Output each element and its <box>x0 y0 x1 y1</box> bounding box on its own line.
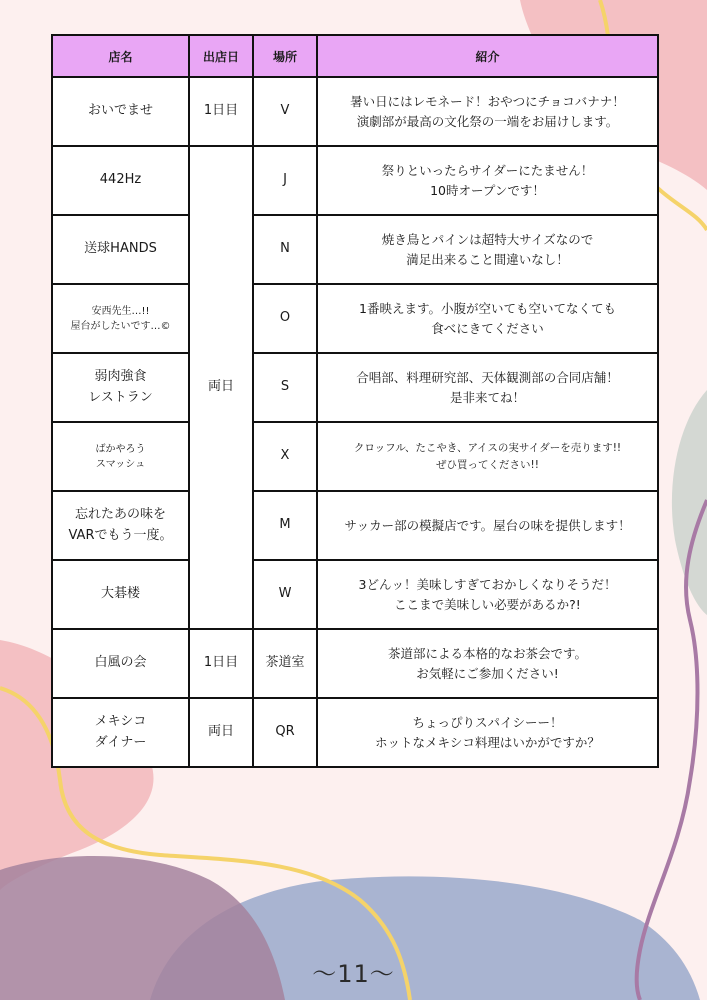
table-row <box>52 629 658 698</box>
table-row <box>52 77 658 146</box>
table-row <box>52 215 658 284</box>
shop-intro: 3どんッ！美味しすぎておかしくなりそうだ！ ここまで美味しい必要があるか?! <box>317 560 658 629</box>
shop-name: 442Hz <box>52 146 189 215</box>
shop-intro: 茶道部による本格的なお茶会です。 お気軽にご参加ください! <box>317 629 658 698</box>
shop-intro: 祭りといったらサイダーにたません！ 10時オープンです！ <box>317 146 658 215</box>
shop-name: おいでませ <box>52 77 189 146</box>
shop-name: 大碁楼 <box>52 560 189 629</box>
header-intro: 紹介 <box>317 35 658 77</box>
shop-intro: サッカー部の模擬店です。屋台の味を提供します！ <box>317 491 658 560</box>
shop-intro: クロッフル、たこやき、アイスの実サイダーを売ります!! ぜひ買ってください!! <box>317 422 658 491</box>
table-row <box>52 422 658 491</box>
shop-place: S <box>253 353 317 422</box>
shop-intro: ちょっぴりスパイシーー！ ホットなメキシコ料理はいかがですか？ <box>317 698 658 767</box>
shop-intro: 合唱部、料理研究部、天体観測部の合同店舗！ 是非来てね！ <box>317 353 658 422</box>
shop-day: 両日 <box>189 698 253 767</box>
shop-day-merged: 両日 <box>189 146 253 629</box>
shop-name: メキシコ ダイナー <box>52 698 189 767</box>
stall-table <box>51 34 659 768</box>
shop-place: N <box>253 215 317 284</box>
table-row <box>52 284 658 353</box>
shop-name: 忘れたあの味を VARでもう一度。 <box>52 491 189 560</box>
table-row <box>52 146 658 215</box>
header-place: 場所 <box>253 35 317 77</box>
shop-place: V <box>253 77 317 146</box>
table-row <box>52 560 658 629</box>
shop-place: W <box>253 560 317 629</box>
shop-place: O <box>253 284 317 353</box>
shop-intro: 1番映えます。小腹が空いても空いてなくても 食べにきてください <box>317 284 658 353</box>
shop-day: 1日目 <box>189 629 253 698</box>
table-row <box>52 353 658 422</box>
shop-intro: 暑い日にはレモネード！おやつにチョコバナナ！ 演劇部が最高の文化祭の一端をお届けします。 <box>317 77 658 146</box>
header-day: 出店日 <box>189 35 253 77</box>
header-shop-name: 店名 <box>52 35 189 77</box>
shop-place: J <box>253 146 317 215</box>
shop-name: 弱肉強食 レストラン <box>52 353 189 422</box>
table-row <box>52 698 658 767</box>
table-header-row <box>52 35 658 77</box>
shop-name: 送球HANDS <box>52 215 189 284</box>
shop-place: QR <box>253 698 317 767</box>
page-number: 〜11〜 <box>312 960 395 988</box>
shop-name: 白風の会 <box>52 629 189 698</box>
shop-intro: 焼き鳥とパインは超特大サイズなので 満足出来ること間違いなし！ <box>317 215 658 284</box>
shop-name: 安西先生…!! 屋台がしたいです…© <box>52 284 189 353</box>
shop-place: 茶道室 <box>253 629 317 698</box>
grey-blob-right <box>672 390 707 615</box>
shop-name: ばかやろう スマッシュ <box>52 422 189 491</box>
shop-place: M <box>253 491 317 560</box>
shop-day: 1日目 <box>189 77 253 146</box>
shop-place: X <box>253 422 317 491</box>
table-row <box>52 491 658 560</box>
